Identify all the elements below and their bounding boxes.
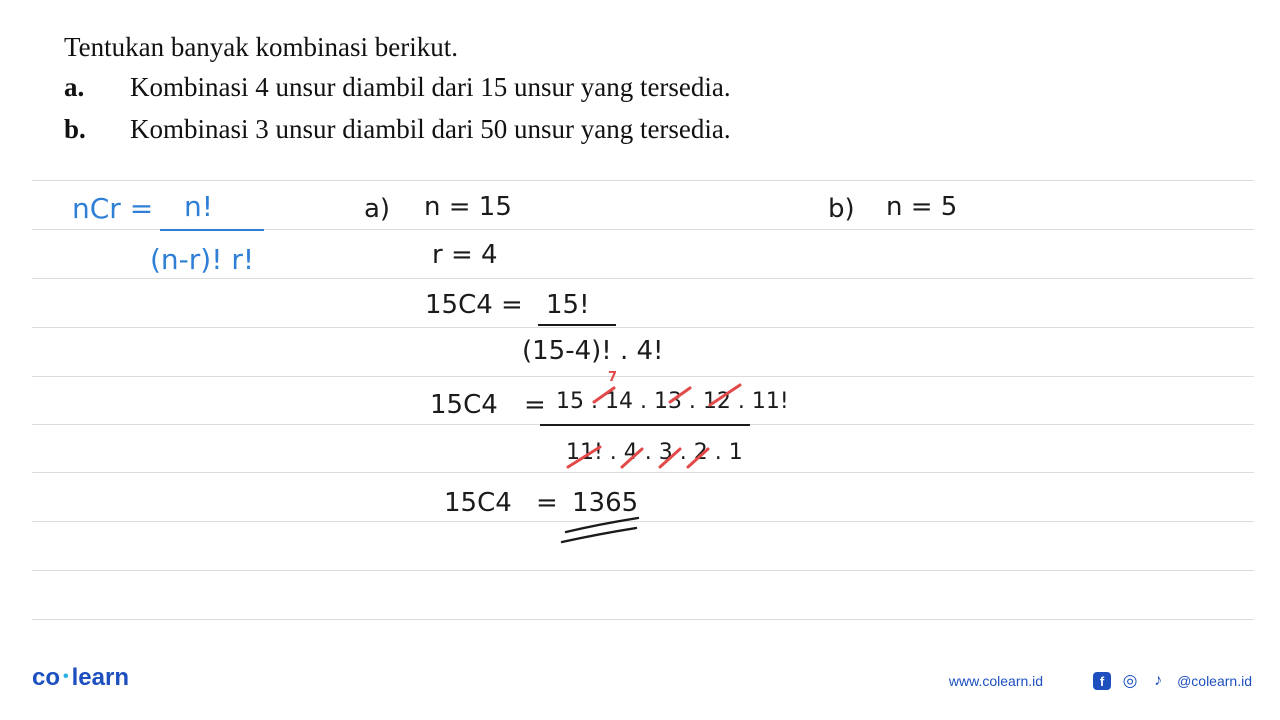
step2-equals: = xyxy=(524,390,546,420)
step2-correction-mark: 7 xyxy=(608,370,618,385)
cancel-11-den-stroke xyxy=(568,447,600,467)
result-value: 1365 xyxy=(572,488,639,518)
cancel-14-stroke xyxy=(594,388,614,402)
social-handle[interactable]: @colearn.id xyxy=(1177,673,1252,689)
logo-text-learn: learn xyxy=(71,664,129,691)
step1-numerator: 15! xyxy=(546,290,590,320)
website-link[interactable]: www.colearn.id xyxy=(948,673,1044,689)
cancel-11-num-stroke xyxy=(710,385,740,405)
logo-dot-icon: • xyxy=(63,668,69,685)
cancel-4-stroke xyxy=(622,449,642,467)
item-letter: b. xyxy=(64,114,86,144)
cancel-12-stroke xyxy=(670,388,690,402)
step2-numerator: 15 . 14 . 13 . 12 . 11! xyxy=(556,389,789,414)
part-b-label: b) xyxy=(828,194,855,224)
part-b-n: n = 5 xyxy=(886,192,958,222)
formula-numerator: n! xyxy=(184,190,213,223)
step1-lhs: 15C4 = xyxy=(425,290,523,320)
result-equals: = xyxy=(536,488,558,518)
cancel-3-stroke xyxy=(660,449,680,467)
item-text: Kombinasi 3 unsur diambil dari 50 unsur yang tersedia. xyxy=(130,114,731,144)
part-a-label: a) xyxy=(364,194,391,224)
step2-denominator: 11! . 4 . 3 . 2 . 1 xyxy=(566,440,743,465)
result-lhs: 15C4 xyxy=(444,488,512,518)
instagram-icon[interactable]: ◎ xyxy=(1122,671,1138,690)
item-letter: a. xyxy=(64,72,85,102)
logo-text-co: co xyxy=(32,664,61,691)
question-title: Tentukan banyak kombinasi berikut. xyxy=(64,32,459,62)
item-text: Kombinasi 4 unsur diambil dari 15 unsur yang tersedia. xyxy=(130,72,731,102)
tiktok-icon[interactable]: ♪ xyxy=(1154,672,1163,689)
facebook-icon[interactable]: f xyxy=(1093,672,1111,690)
formula-denominator: (n-r)! r! xyxy=(150,243,255,276)
formula-lhs: nCr = xyxy=(72,192,154,225)
colearn-logo[interactable] xyxy=(32,664,129,692)
footer-links xyxy=(949,672,1252,690)
part-a-n: n = 15 xyxy=(424,192,512,222)
step1-denominator: (15-4)! . 4! xyxy=(522,336,664,366)
cancel-2-stroke xyxy=(688,449,708,467)
part-a-r: r = 4 xyxy=(432,240,498,270)
step2-lhs: 15C4 xyxy=(430,390,498,420)
